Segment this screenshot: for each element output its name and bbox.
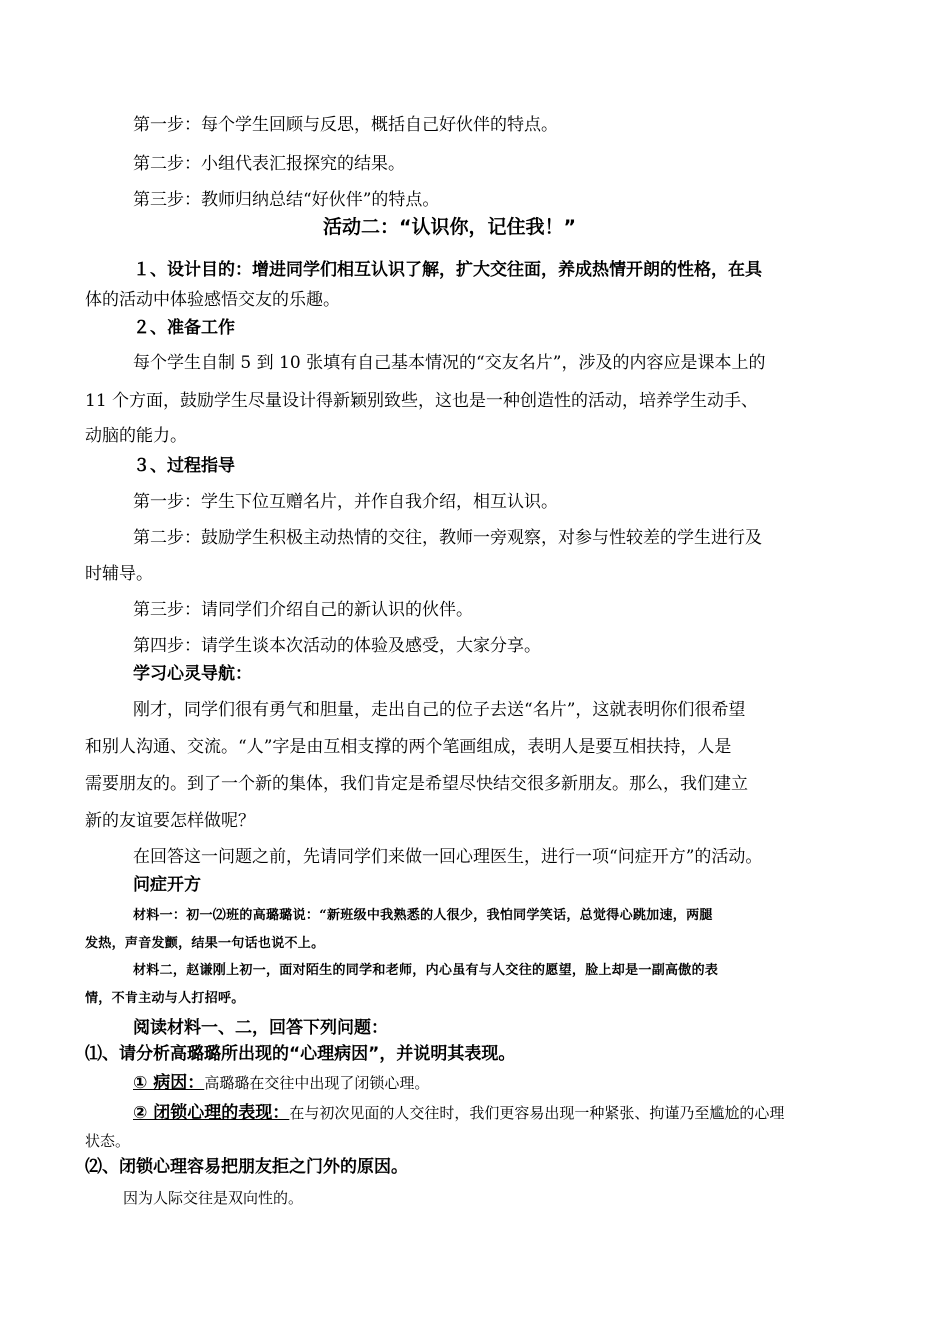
material-text: 材料二，赵谦刚上初一，面对陌生的同学和老师，内心虽有与人交往的愿望，脸上却是一副高傲的表 [133,963,719,978]
prep-line: 11 个方面，鼓励学生尽量设计得新颖别致些，这也是一种创造性的活动，培养学生动手、 [85,391,759,411]
process-step: 第二步：鼓励学生积极主动热情的交往，教师一旁观察，对参与性较差的学生进行及 [133,528,762,548]
diagnosis-heading: 问症开方 [133,875,201,895]
nav-heading: 学习心灵导航： [133,664,252,684]
process-step: 第一步：学生下位互赠名片，并作自我介绍，相互认识。 [133,492,558,512]
nav-line: 和别人沟通、交流。“人”字是由互相支撑的两个笔画组成，表明人是要互相扶持，人是 [85,737,732,757]
answer-text: 状态。 [85,1132,131,1150]
process-heading: ３、过程指导 [133,456,235,476]
material-text: 情，不肯主动与人打招呼。 [85,991,245,1006]
answer-text: 因为人际交往是双向性的。 [123,1189,304,1207]
material-text: 材料一：初一⑵班的高璐璐说：“新班级中我熟悉的人很少，我怕同学笑话，总觉得心跳加速，两腿 [133,908,713,923]
answer-text: 高璐璐在交往中出现了闭锁心理。 [204,1074,430,1092]
purpose-line [133,259,762,281]
step-text: 第一步：每个学生回顾与反思，概括自己好伙伴的特点。 [133,115,558,135]
purpose-line-2: 体的活动中体验感悟交友的乐趣。 [85,290,340,310]
question-prompt: 阅读材料一、二，回答下列问题： [133,1018,388,1038]
prep-heading: ２、准备工作 [133,318,235,338]
material-text: 发热，声音发颤，结果一句话也说不上。 [85,936,325,951]
nav-intro: 在回答这一问题之前，先请同学们来做一回心理医生，进行一项“问症开方”的活动。 [133,847,763,867]
question-2: ⑵、闭锁心理容易把朋友拒之门外的原因。 [85,1157,408,1177]
prep-line: 每个学生自制 5 到 10 张填有自己基本情况的“交友名片”，涉及的内容应是课本上的 [133,353,766,373]
nav-line: 新的友谊要怎样做呢？ [85,811,255,831]
nav-line: 需要朋友的。到了一个新的集体，我们肯定是希望尽快结交很多新朋友。那么，我们建立 [85,774,748,794]
answer-label: ② 闭锁心理的表现： [133,1103,290,1123]
process-step: 时辅导。 [85,564,153,584]
answer-1 [133,1072,429,1094]
nav-line: 刚才，同学们很有勇气和胆量，走出自己的位子去送“名片”，这就表明你们很希望 [133,700,746,720]
activity-title: 活动二：“认识你，记住我！” [323,216,576,238]
step-text: 第三步：教师归纳总结“好伙伴”的特点。 [133,190,440,210]
answer-2 [133,1102,784,1124]
answer-label: ① 病因： [133,1073,205,1093]
prep-line: 动脑的能力。 [85,426,187,446]
question-1: ⑴、请分析高璐璐所出现的“心理病因”，并说明其表现。 [85,1044,516,1064]
step-text: 第二步：小组代表汇报探究的结果。 [133,154,405,174]
process-step: 第四步：请学生谈本次活动的体验及感受，大家分享。 [133,636,541,656]
purpose-text: １、设计目的：增进同学们相互认识了解，扩大交往面，养成热情开朗的性格，在具 [133,260,762,280]
answer-text: 在与初次见面的人交往时，我们更容易出现一种紧张、拘谨乃至尴尬的心理 [289,1104,785,1122]
process-step: 第三步：请同学们介绍自己的新认识的伙伴。 [133,600,473,620]
